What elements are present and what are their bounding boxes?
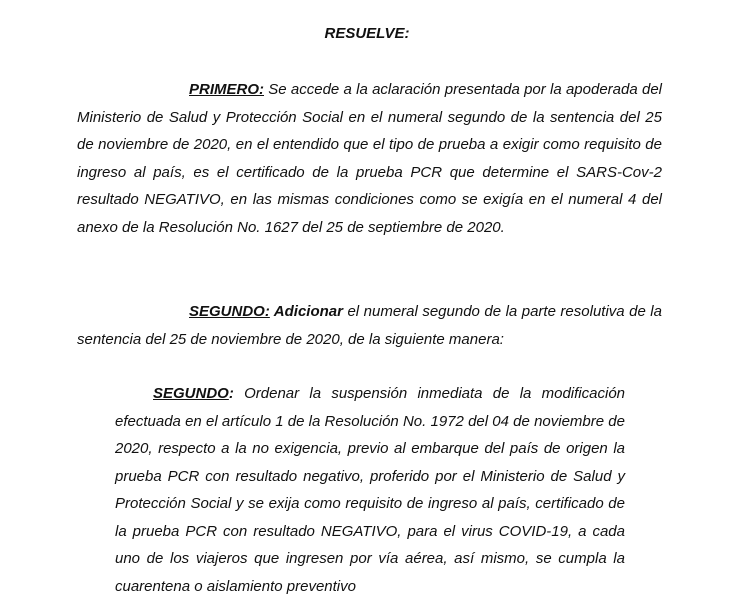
resolution-heading: RESUELVE: [324, 25, 410, 42]
paragraph-segundo-quoted [115, 380, 625, 600]
primero-label: PRIMERO: [189, 81, 264, 98]
primero-text: Se accede a la aclaración presentada por la apoderada del Ministerio de Salud y Protección Social en el numeral segundo de la sentencia del 25 de noviembre de 2020, en el entendido que el tipo de prueba a exigir como requisito de ingreso al país, es el certificado de la prueba PCR que determine el SARS-Cov-2 resultado NEGATIVO, en las mismas condiciones como se exigía en el numeral 4 del anexo de la Resolución No. 1627 del 25 de septiembre de 2020. [77, 81, 662, 236]
paragraph-segundo [77, 298, 662, 353]
segundo-emphasis: Adicionar [269, 303, 343, 320]
segundo-quote-colon: : [228, 385, 234, 402]
paragraph-primero [77, 76, 662, 241]
segundo-quote-text: Ordenar la suspensión inmediata de la modificación efectuada en el artículo 1 de la Resolución No. 1972 del 04 de noviembre de 2020, respecto a la no exigencia, previo al embarque del país de origen la prueba PCR con resultado negativo, proferido por el Ministerio de Salud y Protección Social y se exija como requisito de ingreso al país, certificado de la prueba PCR con resultado NEGATIVO, para el virus COVID-19, a cada uno de los viajeros que ingresen por vía aérea, así mismo, se cumpla la cuarentena o aislamiento preventivo [115, 385, 625, 595]
segundo-quote-label: SEGUNDO [153, 385, 229, 402]
segundo-label: SEGUNDO: [189, 303, 270, 320]
segundo-text: el numeral segundo de la parte resolutiva de la sentencia del 25 de noviembre de 2020, de la siguiente manera: [77, 303, 662, 348]
